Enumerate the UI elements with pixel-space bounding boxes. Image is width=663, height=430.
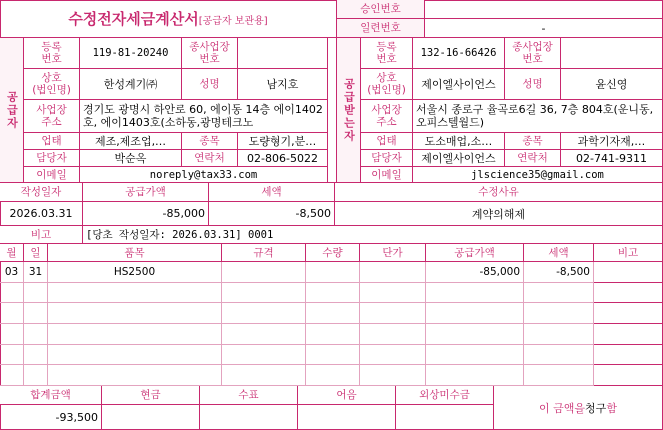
items-row-spec-cell (222, 262, 306, 283)
supplier-business-type: 제조,제조업,… (80, 133, 182, 150)
supplier-reg-label: 등록 번호 (24, 38, 80, 69)
buyer-email-label: 이메일 (361, 167, 413, 183)
buyer-rep-label: 성명 (505, 69, 561, 100)
items-row-unit-price-cell (360, 345, 426, 366)
supplier-name-label: 상호 (법인명) (24, 69, 80, 100)
items-row-qty-cell (306, 283, 360, 304)
cash-value (102, 405, 200, 430)
items-row-supply-cell (426, 324, 524, 345)
total-label: 합계금액 (0, 386, 102, 405)
date-value: 2026.03.31 (0, 202, 83, 226)
claim-message-pre: 이 금액을 (539, 401, 586, 415)
items-row-supply-cell: -85,000 (426, 262, 524, 283)
supplier-address-label: 사업장 주소 (24, 100, 80, 133)
items-row-month-cell (0, 283, 24, 304)
total-value: -93,500 (0, 405, 102, 430)
supplier-branch-label: 종사업장 번호 (182, 38, 238, 69)
buyer-address: 서울시 종로구 율곡로6길 36, 7층 804호(운니동, 오피스텔월드) (413, 100, 663, 133)
supplier-phone: 02-806-5022 (238, 150, 328, 167)
supplier-btype-label: 업태 (24, 133, 80, 150)
items-row-month-cell: 03 (0, 262, 24, 283)
serial-label: 일련번호 (337, 19, 425, 38)
tax-value: -8,500 (209, 202, 335, 226)
items-row-product-cell (48, 324, 222, 345)
supplier-rep-label: 성명 (182, 69, 238, 100)
supplier-section-text: 공급자 (5, 90, 19, 130)
supplier-item: 도량형기,분… (238, 133, 328, 150)
tax-label: 세액 (209, 183, 335, 202)
items-row-month-cell (0, 345, 24, 366)
supplier-email: noreply@tax33.com (80, 167, 328, 183)
claim-message-word: 청구 (585, 401, 607, 415)
approval-label: 승인번호 (337, 0, 425, 19)
title-copy: [공급자 보관용] (198, 16, 268, 27)
items-row-note-cell (594, 262, 663, 283)
items-row-tax-cell (524, 345, 594, 366)
items-row-product-cell (48, 303, 222, 324)
items-row-day-cell (24, 365, 48, 386)
items-row-unit-price-cell (360, 283, 426, 304)
cash-label: 현금 (102, 386, 200, 405)
note-value: [당초 작성일자: 2026.03.31] 0001 (83, 226, 663, 244)
items-col-qty-header: 수량 (306, 244, 360, 262)
items-row-spec-cell (222, 283, 306, 304)
buyer-rep: 윤신영 (561, 69, 663, 100)
items-row-note-cell (594, 303, 663, 324)
items-row-unit-price-cell (360, 303, 426, 324)
items-col-tax-header: 세액 (524, 244, 594, 262)
buyer-section-text: 공급받는자 (342, 77, 356, 143)
buyer-email: jlscience35@gmail.com (413, 167, 663, 183)
items-row-note-cell (594, 365, 663, 386)
items-row-day-cell (24, 303, 48, 324)
buyer-reg-label: 등록 번호 (361, 38, 413, 69)
items-col-spec-header: 규격 (222, 244, 306, 262)
items-row-spec-cell (222, 303, 306, 324)
credit-value (396, 405, 494, 430)
invoice-title (0, 0, 337, 38)
items-row-spec-cell (222, 365, 306, 386)
supplier-email-label: 이메일 (24, 167, 80, 183)
items-row-tax-cell: -8,500 (524, 262, 594, 283)
bill-value (298, 405, 396, 430)
reason-value: 계약의해제 (335, 202, 663, 226)
items-row-day-cell (24, 324, 48, 345)
items-row-unit-price-cell (360, 324, 426, 345)
items-row-tax-cell (524, 303, 594, 324)
items-row-spec-cell (222, 324, 306, 345)
items-row-tax-cell (524, 365, 594, 386)
buyer-item-label: 종목 (505, 133, 561, 150)
items-row-supply-cell (426, 283, 524, 304)
supplier-contact-label: 담당자 (24, 150, 80, 167)
check-label: 수표 (200, 386, 298, 405)
items-col-month-header: 월 (0, 244, 24, 262)
items-row-product-cell (48, 365, 222, 386)
note-label: 비고 (0, 226, 83, 244)
items-row-note-cell (594, 283, 663, 304)
items-row-qty-cell (306, 303, 360, 324)
supplier-name: 한성계기㈜ (80, 69, 182, 100)
buyer-item: 과학기자재,… (561, 133, 663, 150)
items-row-day-cell (24, 283, 48, 304)
section-gap (328, 38, 337, 183)
items-row-qty-cell (306, 365, 360, 386)
buyer-section-label (337, 38, 361, 183)
items-row-month-cell (0, 324, 24, 345)
supplier-contact: 박순옥 (80, 150, 182, 167)
items-row-supply-cell (426, 365, 524, 386)
bill-label: 어음 (298, 386, 396, 405)
title-text: 수정전자세금계산서 (68, 10, 199, 28)
items-row-day-cell: 31 (24, 262, 48, 283)
supplier-section-label (0, 38, 24, 183)
items-col-day-header: 일 (24, 244, 48, 262)
claim-message-post: 함 (606, 401, 617, 415)
claim-message (494, 386, 663, 430)
buyer-phone-label: 연락처 (505, 150, 561, 167)
items-col-unit-price-header: 단가 (360, 244, 426, 262)
items-row-supply-cell (426, 345, 524, 366)
items-row-month-cell (0, 303, 24, 324)
items-row-spec-cell (222, 345, 306, 366)
items-row-qty-cell (306, 345, 360, 366)
supplier-rep: 남지호 (238, 69, 328, 100)
supplier-phone-label: 연락처 (182, 150, 238, 167)
buyer-branch-label: 종사업장 번호 (505, 38, 561, 69)
reason-label: 수정사유 (335, 183, 663, 202)
items-row-note-cell (594, 324, 663, 345)
buyer-business-type: 도소매업,소… (413, 133, 505, 150)
buyer-phone: 02-741-9311 (561, 150, 663, 167)
items-row-day-cell (24, 345, 48, 366)
approval-value (425, 0, 663, 19)
items-row-supply-cell (426, 303, 524, 324)
buyer-btype-label: 업태 (361, 133, 413, 150)
items-row-unit-price-cell (360, 262, 426, 283)
date-label: 작성일자 (0, 183, 83, 202)
serial-value: - (425, 19, 663, 38)
buyer-name: 제이엘사이언스 (413, 69, 505, 100)
items-row-product-cell: HS2500 (48, 262, 222, 283)
items-col-supply-header: 공급가액 (426, 244, 524, 262)
buyer-reg-no: 132-16-66426 (413, 38, 505, 69)
credit-label: 외상미수금 (396, 386, 494, 405)
supplier-branch-no (238, 38, 328, 69)
buyer-name-label: 상호 (법인명) (361, 69, 413, 100)
supplier-reg-no: 119-81-20240 (80, 38, 182, 69)
buyer-contact-label: 담당자 (361, 150, 413, 167)
items-col-note-header: 비고 (594, 244, 663, 262)
supplier-address: 경기도 광명시 하안로 60, 에이동 14층 에이1402호, 에이1403호(소하동,광명테크노 (80, 100, 328, 133)
items-row-qty-cell (306, 262, 360, 283)
items-row-unit-price-cell (360, 365, 426, 386)
items-row-tax-cell (524, 283, 594, 304)
supply-value: -85,000 (83, 202, 209, 226)
buyer-branch-no (561, 38, 663, 69)
items-row-product-cell (48, 283, 222, 304)
buyer-address-label: 사업장 주소 (361, 100, 413, 133)
items-row-tax-cell (524, 324, 594, 345)
supply-label: 공급가액 (83, 183, 209, 202)
items-row-month-cell (0, 365, 24, 386)
items-row-qty-cell (306, 324, 360, 345)
items-col-product-header: 품목 (48, 244, 222, 262)
supplier-item-label: 종목 (182, 133, 238, 150)
buyer-contact: 제이엘사이언스 (413, 150, 505, 167)
items-row-note-cell (594, 345, 663, 366)
items-row-product-cell (48, 345, 222, 366)
check-value (200, 405, 298, 430)
